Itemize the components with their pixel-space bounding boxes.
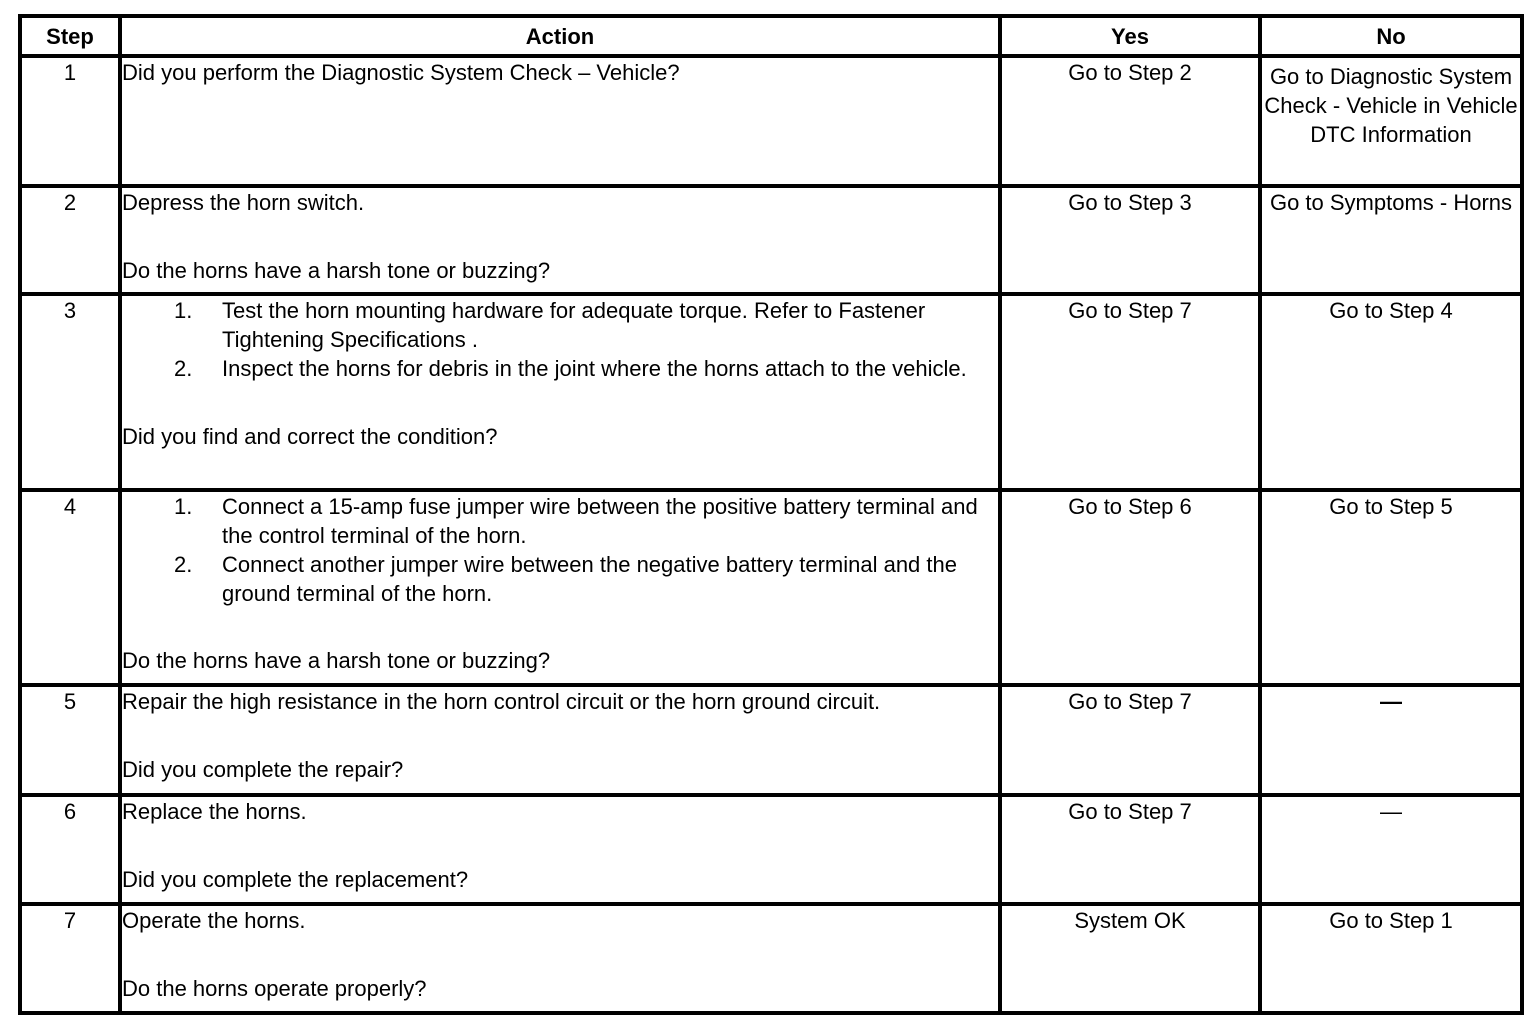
action-cell bbox=[120, 795, 1000, 904]
procedure-list bbox=[122, 296, 998, 383]
action-cell bbox=[120, 490, 1000, 685]
no-cell: Go to Step 1 bbox=[1260, 904, 1522, 1013]
yes-cell: Go to Step 3 bbox=[1000, 186, 1260, 294]
action-cell bbox=[120, 56, 1000, 186]
step-number: 2 bbox=[20, 186, 120, 294]
yes-cell: Go to Step 2 bbox=[1000, 56, 1260, 186]
action-text: Replace the horns. bbox=[122, 799, 307, 824]
step-number: 7 bbox=[20, 904, 120, 1013]
step-number: 5 bbox=[20, 685, 120, 795]
no-cell: — bbox=[1260, 685, 1522, 795]
action-text: Repair the high resistance in the horn control circuit or the horn ground circuit. bbox=[122, 689, 881, 714]
action-cell bbox=[120, 685, 1000, 795]
table-row bbox=[20, 56, 1522, 186]
action-cell bbox=[120, 294, 1000, 490]
header-action: Action bbox=[120, 16, 1000, 56]
no-cell: Go to Step 5 bbox=[1260, 490, 1522, 685]
header-yes: Yes bbox=[1000, 16, 1260, 56]
yes-cell: Go to Step 7 bbox=[1000, 685, 1260, 795]
action-cell bbox=[120, 186, 1000, 294]
step-number: 3 bbox=[20, 294, 120, 490]
action-question: Did you complete the repair? bbox=[122, 757, 404, 782]
no-cell: Go to Symptoms - Horns bbox=[1260, 186, 1522, 294]
header-step: Step bbox=[20, 16, 120, 56]
action-question: Do the horns operate properly? bbox=[122, 976, 427, 1001]
procedure-item: 1. Test the horn mounting hardware for adequate torque. Refer to Fastener Tightening Specifications . bbox=[174, 298, 926, 352]
procedure-item: 1. Connect a 15-amp fuse jumper wire between the positive battery terminal and the control terminal of the horn. bbox=[174, 494, 978, 548]
header-no: No bbox=[1260, 16, 1522, 56]
step-number: 1 bbox=[20, 56, 120, 186]
table-row bbox=[20, 186, 1522, 294]
action-cell bbox=[120, 904, 1000, 1013]
table-row bbox=[20, 294, 1522, 490]
header-row bbox=[20, 16, 1522, 56]
action-question: Did you complete the replacement? bbox=[122, 867, 469, 892]
action-text: Did you perform the Diagnostic System Check – Vehicle? bbox=[122, 60, 680, 85]
action-question: Did you find and correct the condition? bbox=[122, 424, 498, 449]
table-row bbox=[20, 490, 1522, 685]
table-row bbox=[20, 904, 1522, 1013]
yes-cell: Go to Step 7 bbox=[1000, 294, 1260, 490]
step-number: 4 bbox=[20, 490, 120, 685]
procedure-list bbox=[122, 492, 998, 608]
step-number: 6 bbox=[20, 795, 120, 904]
table-row bbox=[20, 795, 1522, 904]
yes-cell: Go to Step 6 bbox=[1000, 490, 1260, 685]
table-row bbox=[20, 685, 1522, 795]
no-cell: Go to Diagnostic System Check - Vehicle in Vehicle DTC Information bbox=[1260, 56, 1522, 186]
no-cell: Go to Step 4 bbox=[1260, 294, 1522, 490]
diagnostic-table bbox=[18, 14, 1524, 1015]
procedure-item: 2. Inspect the horns for debris in the joint where the horns attach to the vehicle. bbox=[174, 356, 967, 381]
no-cell: — bbox=[1260, 795, 1522, 904]
action-question: Do the horns have a harsh tone or buzzing? bbox=[122, 258, 551, 283]
yes-cell: System OK bbox=[1000, 904, 1260, 1013]
action-question: Do the horns have a harsh tone or buzzing? bbox=[122, 648, 551, 673]
yes-cell: Go to Step 7 bbox=[1000, 795, 1260, 904]
action-text: Depress the horn switch. bbox=[122, 190, 365, 215]
action-text: Operate the horns. bbox=[122, 908, 306, 933]
procedure-item: 2. Connect another jumper wire between the negative battery terminal and the ground terminal of the horn. bbox=[174, 552, 957, 606]
